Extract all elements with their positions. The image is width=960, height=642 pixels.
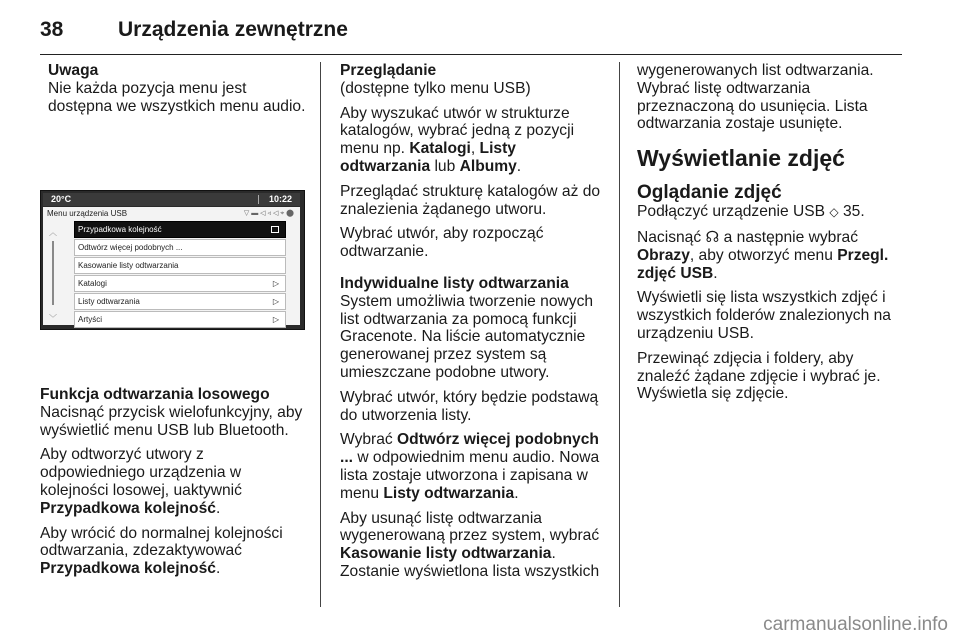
checkbox-icon	[271, 226, 279, 233]
usb-menu-item[interactable]	[74, 293, 286, 310]
paragraph	[340, 510, 605, 581]
text-run: Aby odtworzyć utwory z odpowiedniego urządzenia w kolejności losowej, uaktywnić	[40, 446, 242, 499]
page-reference-icon: ◇	[829, 205, 839, 220]
chevron-right-icon: ▷	[272, 279, 279, 288]
paragraph: Wybrać utwór, aby rozpocząć odtwarzanie.	[340, 225, 544, 261]
text-run: , aby otworzyć menu	[689, 246, 838, 264]
text-run: Nacisnąć	[637, 228, 706, 246]
scrollbar	[52, 241, 54, 305]
usb-menu-item-label: Przypadkowa kolejność	[78, 225, 162, 234]
column-2	[340, 62, 605, 588]
menu-term: Obrazy	[637, 246, 690, 264]
page-title: Urządzenia zewnętrzne	[118, 18, 348, 41]
note-box	[48, 62, 306, 115]
text-run: w odpowiednim menu audio. Nowa lista zostaje utworzona i zapisana w menu	[340, 449, 600, 502]
text-run: a następnie wybrać	[719, 228, 859, 246]
note-title: Uwaga	[48, 62, 99, 79]
section-subtitle: (dostępne tylko menu USB)	[340, 79, 531, 97]
text-run: Zostanie wyświetlona lista wszystkich	[340, 562, 600, 580]
column-divider	[619, 62, 620, 607]
display-frame	[40, 190, 305, 330]
paragraph	[340, 431, 605, 502]
text-run: Aby wrócić do normalnej kolejności odtwarzania, zdezaktywować	[40, 524, 283, 560]
usb-menu-item-label: Kasowanie listy odtwarzania	[78, 261, 179, 270]
paragraph: wygenerowanych list odtwarzania. Wybrać listę odtwarzania przeznaczoną do usunięcia. Lista odtwarzania zostaje usunięte.	[637, 62, 874, 133]
column-3	[637, 62, 905, 410]
scroll-down-icon: ﹀	[49, 314, 57, 323]
page-number: 38	[40, 18, 64, 41]
page-header	[40, 14, 902, 55]
usb-menu-item-label: Katalogi	[78, 279, 107, 288]
menu-term: Przypadkowa kolejność	[40, 560, 216, 578]
paragraph	[40, 525, 306, 578]
menu-term: Katalogi	[409, 140, 471, 158]
status-separator	[258, 195, 259, 204]
text-run: Aby wyszukać utwór w strukturze katalogów, wybrać jedną z pozycji menu np.	[340, 104, 575, 158]
text-run: Aby usunąć listę odtwarzania wygenerowaną przez system, wybrać	[340, 509, 600, 545]
display-screen	[43, 207, 300, 325]
section-title-browse: Przeglądanie	[340, 62, 437, 79]
menu-term: Listy odtwarzania	[383, 484, 515, 502]
paragraph: System umożliwia tworzenie nowych list odtwarzania za pomocą funkcji Gracenote. Na liście automatycznie generowanej przez system są umieszczane podobne utwory.	[340, 292, 594, 381]
column-1	[40, 62, 306, 115]
paragraph: Nacisnąć przycisk wielofunkcyjny, aby wyświetlić menu USB lub Bluetooth.	[40, 403, 303, 439]
paragraph	[340, 105, 605, 176]
subsection-heading: Oglądanie zdjęć	[637, 182, 782, 204]
usb-menu-item[interactable]	[74, 221, 286, 238]
text-run: ,	[470, 140, 480, 158]
menu-term: Listy odtwarzania	[340, 140, 516, 175]
usb-menu-item[interactable]	[74, 239, 286, 256]
menu-title: Menu urządzenia USB	[47, 209, 128, 218]
text-run: lub	[430, 157, 460, 175]
paragraph: Przewinąć zdjęcia i foldery, aby znaleźć żądane zdjęcie i wybrać je. Wyświetla się zdjęcie.	[637, 349, 881, 403]
note-text: Nie każda pozycja menu jest dostępna we wszystkich menu audio.	[48, 79, 306, 115]
usb-menu-screenshot	[40, 158, 303, 370]
paragraph: Wybrać utwór, który będzie podstawą do utworzenia listy.	[340, 388, 599, 424]
text-run: Podłączyć urządzenie USB	[637, 203, 830, 221]
status-icons: ▽ ▬ ◁ ◃ ◁ ⌖ ⬤	[243, 210, 294, 217]
menu-term: Przypadkowa kolejność	[40, 499, 216, 517]
column-1-lower	[40, 386, 306, 585]
text-run: .	[514, 484, 519, 502]
text-run: .	[551, 545, 556, 563]
usb-menu-item[interactable]	[74, 275, 286, 292]
usb-menu-item-label: Artyści	[78, 315, 102, 324]
paragraph	[637, 203, 905, 222]
usb-menu-item[interactable]	[74, 311, 286, 328]
clock-readout: 10:22	[268, 194, 292, 204]
section-heading: Wyświetlanie zdjęć	[637, 145, 845, 172]
column-divider	[320, 62, 321, 607]
chevron-right-icon: ▷	[272, 297, 279, 306]
usb-menu-item-label: Odtwórz więcej podobnych ...	[78, 243, 183, 252]
display-status-bar	[43, 193, 300, 206]
paragraph	[637, 229, 905, 282]
paragraph: Wyświetli się lista wszystkich zdjęć i wszystkich folderów znalezionych na urządzeniu USB.	[637, 289, 891, 342]
paragraph: Przeglądać strukturę katalogów aż do znalezienia żądanego utworu.	[340, 182, 601, 218]
menu-term: Albumy	[459, 157, 517, 175]
menu-term: Kasowanie listy odtwarzania	[340, 545, 552, 563]
media-button-icon: ☊	[705, 228, 720, 246]
text-run: .	[713, 264, 718, 282]
chevron-right-icon: ▷	[272, 315, 279, 324]
scroll-up-icon: ︿	[49, 228, 57, 237]
usb-menu-list	[74, 221, 286, 329]
section-title-random: Funkcja odtwarzania losowego	[40, 386, 270, 403]
text-run: 35.	[838, 203, 865, 221]
menu-term: Odtwórz więcej podobnych ...	[340, 431, 599, 467]
watermark: carmanualsonline.info	[763, 614, 948, 635]
text-run: Wybrać	[340, 431, 398, 449]
temperature-readout: 20°C	[51, 194, 72, 204]
text-run: .	[215, 499, 221, 517]
usb-menu-item-label: Listy odtwarzania	[78, 297, 140, 306]
paragraph	[40, 446, 306, 517]
menu-term: Przegl. zdjęć USB	[637, 246, 889, 282]
usb-menu-item[interactable]	[74, 257, 286, 274]
text-run: .	[516, 157, 522, 175]
section-title-playlists: Indywidualne listy odtwarzania	[340, 274, 569, 292]
text-run: .	[215, 560, 221, 578]
